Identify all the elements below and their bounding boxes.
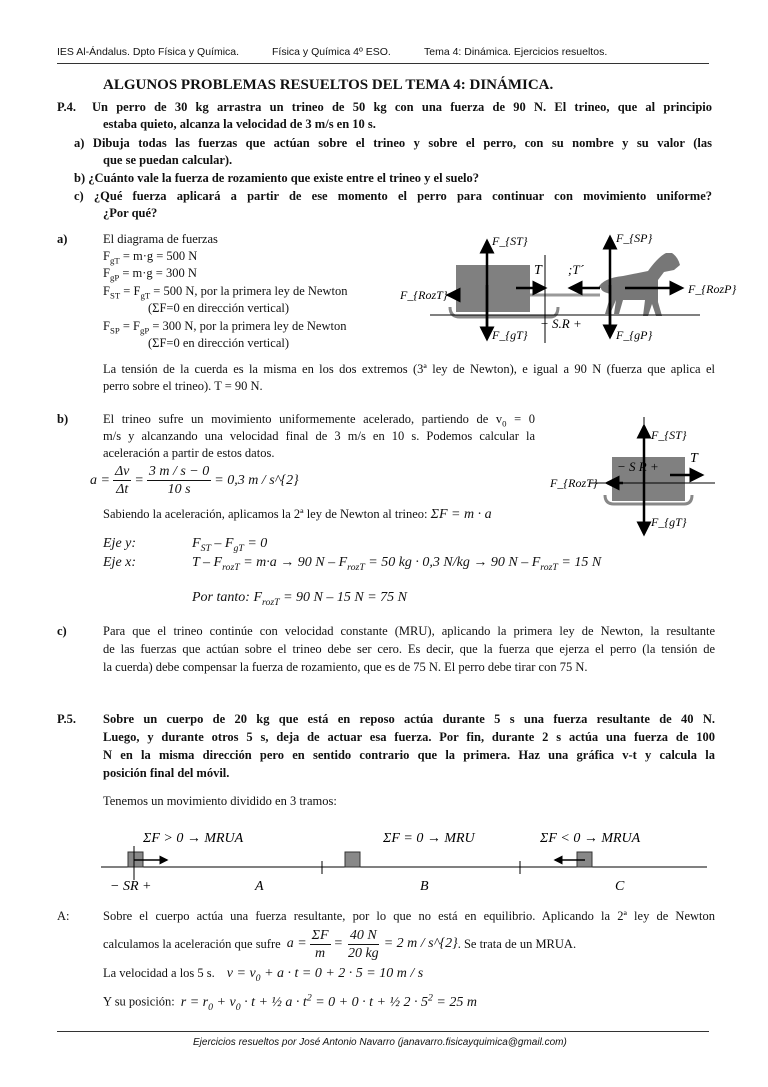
label-t-prime: ;T´	[568, 262, 584, 277]
answer-line: la cuerda) debe compensar la fuerza de rozamiento, que es de 75 N. El perro debe tirar con 75 N.	[103, 660, 588, 674]
question-b: b) ¿Cuánto vale la fuerza de rozamiento que existe entre el trineo y el suelo?	[74, 171, 480, 185]
dog-sled-force-diagram	[400, 225, 750, 350]
subscript: gT	[233, 542, 244, 554]
text: . Se trata de un MRUA.	[457, 936, 577, 951]
answer-line: $F_{SP} = F_{gP} = 300$ N, por la primera ley de Newton	[103, 319, 347, 336]
motion-sections-diagram	[95, 820, 715, 900]
subscript: rozT	[222, 561, 240, 573]
section-b-condition: ΣF = 0 → MRU	[383, 831, 475, 846]
header-school: IES Al-Ándalus. Dpto Física y Química.	[57, 46, 240, 58]
problem-statement: Luego, y durante otros 5 s, deja de actuar esa fuerza. Por fin, durante 2 s actúa una fuerza de 100	[103, 730, 715, 744]
formula-result: = 0,3 m / s^{2}	[214, 472, 299, 488]
label-fgt: F_{gT}	[492, 328, 528, 342]
subscript: 0	[255, 972, 261, 984]
question-c: ¿Por qué?	[103, 206, 158, 220]
acceleration-formula: a = $\frac{\Delta v}{\Delta t}$ = $\frac{3 m / s - 0}{10 s}$ = 0,3 m / s^{2}	[90, 464, 299, 497]
question-c: c) ¿Qué fuerza aplicará a partir de ese momento el perro para continuar con movimiento uniforme?	[74, 189, 712, 203]
subscript: 0	[208, 1001, 214, 1013]
fraction	[310, 927, 331, 962]
position-equation: $r = r_0 + v_0 \cdot t$ + ½ $a \cdot t^2 = 0 + 0 \cdot t$ + ½ $2 \cdot 5^2 = 25$ m	[180, 992, 477, 1013]
velocity-label: La velocidad a los 5 s.	[103, 966, 215, 980]
problem-statement: posición final del móvil.	[103, 766, 230, 780]
sled-force-diagram	[545, 412, 735, 537]
subscript: rozT	[262, 596, 280, 608]
position-label: Y su posición:	[103, 994, 175, 1009]
section-a-acceleration: calculamos la aceleración que sufre a = $\frac{\Sigma F}{m}$ = $\frac{40 N}{20 kg}$ = 2 m / s^{2} . Se trata de un MRUA.	[103, 927, 577, 961]
label-reference-system: − S R +	[617, 459, 659, 474]
answer-label: c)	[57, 624, 67, 638]
section-label: A:	[57, 909, 70, 923]
numerator: 40 N	[349, 927, 377, 943]
tension-text: perro sobre el trineo). T = 90 N.	[103, 379, 263, 393]
denominator: Δt	[116, 482, 129, 497]
answer-line: $F_{gT} = m\cdot g = 500$ N	[103, 249, 198, 266]
tension-text: La tensión de la cuerda es la misma en los dos extremos (3ª ley de Newton), e igual a 90 N (fuerza que aplica el	[103, 362, 715, 376]
intro-text: Tenemos un movimiento dividido en 3 tramos:	[103, 794, 337, 808]
answer-line: El trineo sufre un movimiento uniformemente acelerado, partiendo de $v_0 = 0$	[103, 412, 535, 429]
footer-rule	[57, 1031, 709, 1032]
axis-y-equation: $F_{ST} - F_{gT} = 0$	[192, 536, 268, 554]
label-reference-system: − SR +	[110, 879, 152, 894]
velocity-equation: $v = v_0 + a \cdot t = 0 + 2 \cdot 5 = 10$ m / s	[226, 966, 424, 984]
body-box	[345, 852, 360, 867]
axis-x-label: Eje x:	[103, 555, 137, 570]
label-reference-system: − S.R +	[540, 316, 582, 331]
answer-label: a)	[57, 232, 68, 246]
fraction	[113, 463, 131, 498]
header-rule	[57, 63, 709, 64]
problem-statement: N en la misma dirección pero en sentido contrario que la primera. Haz una gráfica v-t y calcula la	[103, 748, 715, 762]
answer-line: de las fuerzas que actúan sobre el trineo debe ser cero. Es decir, que la fuerza que ejerza el perro (la tensión de	[103, 642, 715, 656]
fraction	[147, 463, 211, 498]
problem-label: P.5.	[57, 712, 76, 726]
section-c-label: C	[615, 879, 625, 894]
axis-x-equation: $T - F_{rozT} = m\cdot a \to 90$ $N - F_{rozT} = 50$ kg · 0,3 N/kg → 90 $N - F_{rozT} = 15$ N	[192, 555, 602, 573]
label-fst: F_{ST}	[651, 428, 687, 442]
answer-line: aceleración a partir de estos datos.	[103, 446, 275, 460]
answer-line: $F_{ST} = F_{gT} = 500$ N, por la primera ley de Newton	[103, 284, 348, 301]
label-fgt: F_{gT}	[651, 515, 687, 529]
question-a: que se puedan calcular).	[103, 153, 233, 167]
newton-equation: ΣF = m · a	[430, 507, 492, 522]
denominator: m	[315, 945, 326, 961]
formula-result: = 2 m / s^{2}	[383, 936, 458, 951]
subscript: 0	[502, 418, 507, 429]
label-fsp: F_{SP}	[616, 231, 653, 245]
footer-credit: Ejercicios resueltos por José Antonio Navarro (janavarro.fisicayquimica@gmail.com)	[193, 1037, 567, 1048]
denominator: 10 s	[167, 482, 191, 497]
subscript: rozT	[540, 561, 558, 573]
numerator: ΣF	[311, 927, 329, 943]
formula-lhs: a =	[286, 936, 307, 951]
newton-text-label: Sabiendo la aceleración, aplicamos la 2ª ley de Newton al trineo:	[103, 507, 431, 521]
text: calculamos la aceleración que sufre	[103, 936, 281, 951]
numerator: 3 m / s − 0	[148, 464, 210, 479]
subscript: gP	[139, 325, 150, 336]
label-froz: F_{RozT}	[550, 476, 598, 490]
numerator: Δv	[114, 464, 130, 479]
problem-statement: Sobre un cuerpo de 20 kg que está en reposo actúa durante 5 s una fuerza resultante de 40 N.	[103, 712, 715, 726]
label-t: T	[690, 451, 698, 466]
friction-result: Por tanto: $F_{rozT} = 90$ N – 15 N = 75 N	[192, 590, 408, 608]
label-froz-t: F_{RozT}	[400, 288, 448, 302]
answer-line: Para que el trineo continúe con velocidad constante (MRU), aplicando la primera ley de Newton, la resultante	[103, 624, 715, 638]
label-fgp: F_{gP}	[616, 328, 653, 342]
answer-line: m/s y alcanzando una velocidad final de 3 m/s en 10 s. Podemos calcular la	[103, 429, 535, 443]
subscript: ST	[109, 290, 121, 301]
label-froz-p: F_{RozP}	[688, 282, 737, 296]
answer-line: $F_{gP} = m\cdot g = 300$ N	[103, 266, 197, 283]
answer-label: b)	[57, 412, 69, 426]
section-a-text: Sobre el cuerpo actúa una fuerza resultante, por lo que no está en equilibrio. Aplicando la 2ª ley de Newton	[103, 909, 715, 923]
fraction	[346, 927, 381, 962]
header-topic: Tema 4: Dinámica. Ejercicios resueltos.	[424, 46, 608, 58]
section-c-condition: ΣF < 0 → MRUA	[540, 831, 641, 846]
position-line	[103, 992, 477, 1012]
page-title: ALGUNOS PROBLEMAS RESUELTOS DEL TEMA 4: DINÁMICA.	[103, 77, 554, 93]
section-b-label: B	[420, 879, 429, 894]
subscript: rozT	[347, 561, 365, 573]
section-a-label: A	[255, 879, 264, 894]
question-a: a) Dibuja todas las fuerzas que actúan sobre el trineo y sobre el perro, con su nombre y su valor (las	[74, 136, 712, 150]
answer-line: (ΣF=0 en dirección vertical)	[148, 301, 290, 315]
superscript: 2	[427, 992, 433, 1003]
denominator: 20 kg	[347, 945, 379, 961]
subscript: gT	[140, 290, 151, 301]
answer-line: (ΣF=0 en dirección vertical)	[148, 336, 290, 350]
subscript: ST	[200, 542, 211, 554]
label-t: T	[534, 263, 542, 278]
answer-line: El diagrama de fuerzas	[103, 232, 218, 246]
problem-statement: estaba quieto, alcanza la velocidad de 3 m/s en 10 s.	[103, 117, 376, 131]
subscript: SP	[109, 325, 120, 336]
superscript: 2	[306, 992, 312, 1003]
subscript: 0	[235, 1001, 241, 1013]
subscript: gP	[109, 272, 120, 283]
header-course: Física y Química 4º ESO.	[272, 46, 391, 58]
newton-text	[103, 507, 492, 523]
problem-statement: Un perro de 30 kg arrastra un trineo de 50 kg con una fuerza de 90 N. El trineo, que al principio	[92, 100, 712, 114]
section-a-condition: ΣF > 0 → MRUA	[143, 831, 244, 846]
formula-lhs: a =	[90, 472, 110, 488]
velocity-line	[103, 966, 423, 984]
axis-y-label: Eje y:	[103, 536, 137, 551]
subscript: gT	[109, 255, 120, 266]
label-fst: F_{ST}	[492, 234, 528, 248]
problem-label: P.4.	[57, 100, 76, 114]
